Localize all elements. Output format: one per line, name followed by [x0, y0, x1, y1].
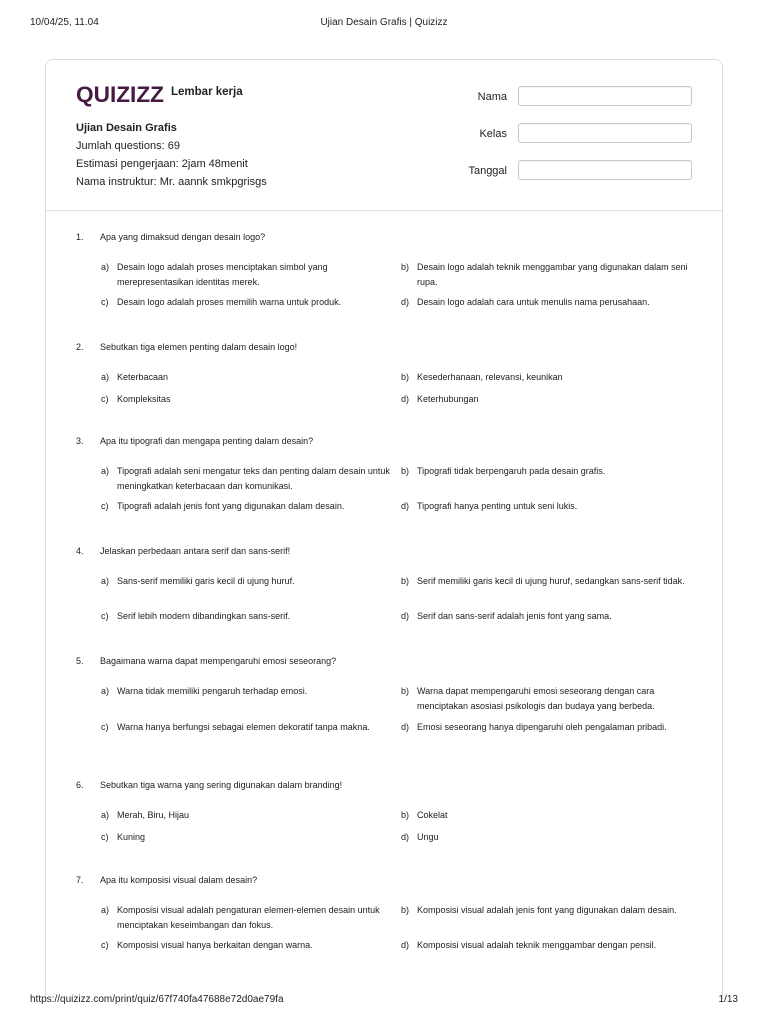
field-row-kelas [462, 123, 692, 160]
question-count: Jumlah questions: 69 [76, 140, 180, 152]
worksheet-label: Lembar kerja [171, 86, 243, 98]
field-label-tanggal: Tanggal [468, 165, 507, 177]
worksheet-header [46, 60, 722, 211]
question-text: Apa yang dimaksud dengan desain logo? [100, 232, 266, 242]
question-text: Jelaskan perbedaan antara serif dan sans-serif! [100, 546, 291, 556]
question-text: Bagaimana warna dapat mempengaruhi emosi seseorang? [100, 656, 337, 666]
question-number: 1. [76, 232, 84, 242]
print-datetime: 10/04/25, 11.04 [30, 17, 99, 28]
question-number: 5. [76, 656, 84, 666]
question-number: 4. [76, 546, 84, 556]
time-estimate: Estimasi pengerjaan: 2jam 48menit [76, 158, 248, 170]
tanggal-input[interactable] [518, 160, 692, 180]
field-row-tanggal [462, 160, 692, 197]
field-row-nama [462, 86, 692, 123]
question-text: Apa itu komposisi visual dalam desain? [100, 875, 258, 885]
quizizz-logo-text: QUIZIZZ [76, 82, 164, 107]
question-text: Sebutkan tiga warna yang sering digunakan dalam branding! [100, 780, 343, 790]
quiz-info [76, 119, 267, 191]
field-label-nama: Nama [477, 91, 507, 103]
question-number: 3. [76, 436, 84, 446]
print-footer [30, 994, 738, 1008]
print-url: https://quizizz.com/print/quiz/67f740fa47688e72d0ae79fa [30, 994, 284, 1005]
instructor-name: Nama instruktur: Mr. aannk smkpgrisgs [76, 176, 267, 188]
quizizz-logo [76, 80, 166, 108]
print-header [30, 17, 738, 31]
question-text: Sebutkan tiga elemen penting dalam desain logo! [100, 342, 298, 352]
question-number: 7. [76, 875, 84, 885]
field-label-kelas: Kelas [479, 128, 507, 140]
student-fields [462, 86, 692, 197]
question-number: 2. [76, 342, 84, 352]
question-text: Apa itu tipografi dan mengapa penting dalam desain? [100, 436, 314, 446]
quiz-title: Ujian Desain Grafis [76, 122, 177, 134]
kelas-input[interactable] [518, 123, 692, 143]
print-page-number: 1/13 [718, 994, 738, 1005]
print-page-title: Ujian Desain Grafis | Quizizz [320, 17, 448, 28]
question-number: 6. [76, 780, 84, 790]
nama-input[interactable] [518, 86, 692, 106]
worksheet-card: QUIZIZZ Lembar kerja Ujian Desain Grafis Jumlah questions: 69 Estimasi pengerjaan: 2jam 48menit Nama instruktur: Mr. aannk smkpgrisgs Nama Kelas Tanggal 1. Apa yang dimaksud dengan desain logo? a) Desain logo adalah proses menciptakan simbol yang merepresentasikan identitas merek. b) Desain logo adalah teknik menggambar yang digunakan dalam seni rupa. c) Desain logo adalah proses memilih warna untuk produk. d) Desain logo adalah cara untuk menulis nama perusahaan. 2. Sebutkan tiga elemen penting dalam desain logo! a) Keterbacaan b) Kesederhanaan, relevansi, keunikan c) Kompleksitas d) Keterhubungan 3. Apa itu tipografi dan mengapa penting dalam desain? a) Tipografi adalah seni mengatur teks dan penting dalam desain untuk meningkatkan keterbacaan dan komunikasi. b) Tipografi tidak berpengaruh pada desain grafis. c) Tipografi adalah jenis font yang digunakan dalam desain. d) Tipografi hanya penting untuk seni lukis. 4. Jelaskan perbedaan antara serif dan sans-serif! a) Sans-serif memiliki garis kecil di ujung huruf. b) Serif memiliki garis kecil di ujung huruf, sedangkan sans-serif tidak. c) Serif lebih modern dibandingkan sans-serif. d) Serif dan sans-serif adalah jenis font yang sama. 5. Bagaimana warna dapat mempengaruhi emosi seseorang? a) Warna tidak memiliki pengaruh terhadap emosi. b) Warna dapat mempengaruhi emosi seseorang dengan cara menciptakan asosiasi psikologis dan budaya yang berbeda. c) Warna hanya berfungsi sebagai elemen dekoratif tanpa makna. d) Emosi seseorang hanya dipengaruhi oleh pengalaman pribadi. 6. Sebutkan tiga warna yang sering digunakan dalam branding! a) Merah, Biru, Hijau b) Cokelat c) Kuning d) Ungu 7. Apa itu komposisi visual dalam desain? a) Komposisi visual adalah pengaturan elemen-elemen desain untuk menciptakan keseimbangan dan fokus. b) Komposisi visual adalah jenis font yang digunakan dalam desain. c) Komposisi visual hanya berkaitan dengan warna. d) Komposisi visual adalah teknik menggambar dengan pensil. [45, 59, 723, 999]
